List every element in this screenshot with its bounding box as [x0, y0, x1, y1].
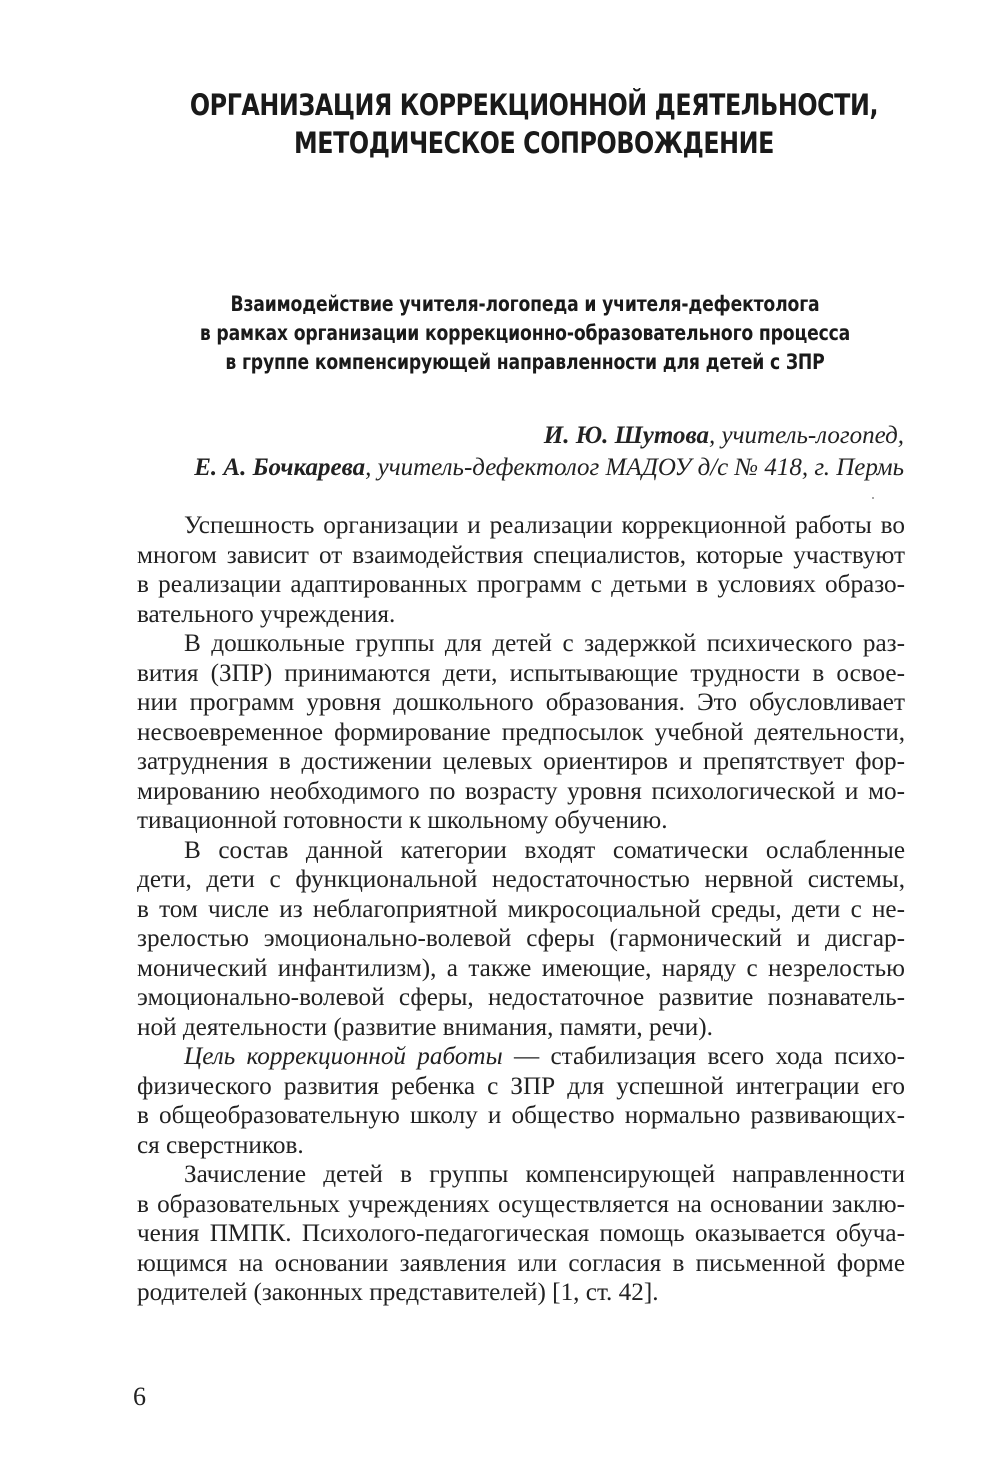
author-line [104, 452, 904, 484]
text-line: родителей (законных представителей) [1, ст. 42]. [137, 1279, 659, 1306]
article-title-line: в рамках организации коррекционно-образовательного процесса [199, 321, 851, 345]
body-text [137, 511, 905, 1308]
article-title-line: Взаимодействие учителя-логопеда и учителя-дефектолога [230, 292, 820, 316]
italic-term: Цель коррекционной работы [184, 1043, 503, 1070]
text-line: многом зависит от взаимодействия специалистов, которые участвуют [137, 541, 905, 569]
text-line: В дошкольные группы для детей с задержкой психического раз- [184, 630, 905, 657]
page-number: 6 [133, 1382, 146, 1411]
article-title [177, 290, 874, 377]
text-line: монический инфантилизм), а также имеющие, наряду с незрелостью [137, 954, 905, 982]
text-line: ющимся на основании заявления или согласия в письменной форме [137, 1249, 905, 1277]
text-line: несвоевременное формирование предпосылок учебной деятельности, [137, 718, 905, 746]
text-line: нии программ уровня дошкольного образования. Это обусловливает [137, 689, 905, 716]
article-title-line: в группе компенсирующей направленности для детей с ЗПР [225, 350, 825, 374]
author-name: И. Ю. Шутова [543, 422, 710, 449]
author-line [104, 420, 904, 452]
text-line: в том числе из неблагоприятной микросоциальной среды, дети с не- [137, 895, 905, 923]
text-line: В состав данной категории входят соматически ослабленные [184, 836, 905, 864]
text-line: физического развития ребенка с ЗПР для успешной интеграции его [137, 1072, 905, 1100]
text-line: чения ПМПК. Психолого-педагогическая помощь оказывается обуча- [137, 1220, 905, 1247]
text-line: эмоционально-волевой сферы, недостаточное развитие познаватель- [137, 984, 905, 1011]
author-role: , учитель-логопед, [709, 422, 904, 449]
section-title [186, 86, 883, 162]
text-line: в общеобразовательную школу и общество нормально развивающих- [137, 1102, 905, 1129]
text-line: зрелостью эмоционально-волевой сферы (гармонический и дисгар- [137, 925, 905, 952]
author-name: Е. А. Бочкарева [194, 454, 366, 481]
section-title-line: ОРГАНИЗАЦИЯ КОРРЕКЦИОННОЙ ДЕЯТЕЛЬНОСТИ, [189, 88, 879, 122]
text-line: затруднения в достижении целевых ориентиров и препятствует фор- [137, 748, 905, 775]
text-line: тивационной готовности к школьному обучению. [137, 807, 668, 834]
text-line: вательного учреждения. [137, 600, 396, 628]
text-line: мированию необходимого по возрасту уровня психологической и мо- [137, 777, 905, 805]
text-line: Успешность организации и реализации коррекционной работы во [184, 512, 905, 539]
text-line: в реализации адаптированных программ с детьми в условиях образо- [137, 571, 905, 598]
author-role: , учитель-дефектолог МАДОУ д/с № 418, г. Пермь [365, 454, 904, 481]
scan-speck [872, 497, 874, 499]
text-line: Зачисление детей в группы компенсирующей направленности [184, 1161, 905, 1188]
authors-block [104, 420, 904, 484]
text-line: ной деятельности (развитие внимания, памяти, речи). [137, 1013, 713, 1041]
text-line: ся сверстников. [137, 1131, 304, 1159]
text-fragment: — стабилизация всего хода психо- [502, 1043, 905, 1070]
section-title-line: МЕТОДИЧЕСКОЕ СОПРОВОЖДЕНИЕ [293, 126, 774, 160]
text-line: вития (ЗПР) принимаются дети, испытывающие трудности в освое- [137, 659, 905, 687]
text-line: в образовательных учреждениях осуществляется на основании заклю- [137, 1190, 905, 1218]
text-line [137, 1042, 905, 1072]
text-line: дети, дети с функциональной недостаточностью нервной системы, [137, 866, 905, 893]
